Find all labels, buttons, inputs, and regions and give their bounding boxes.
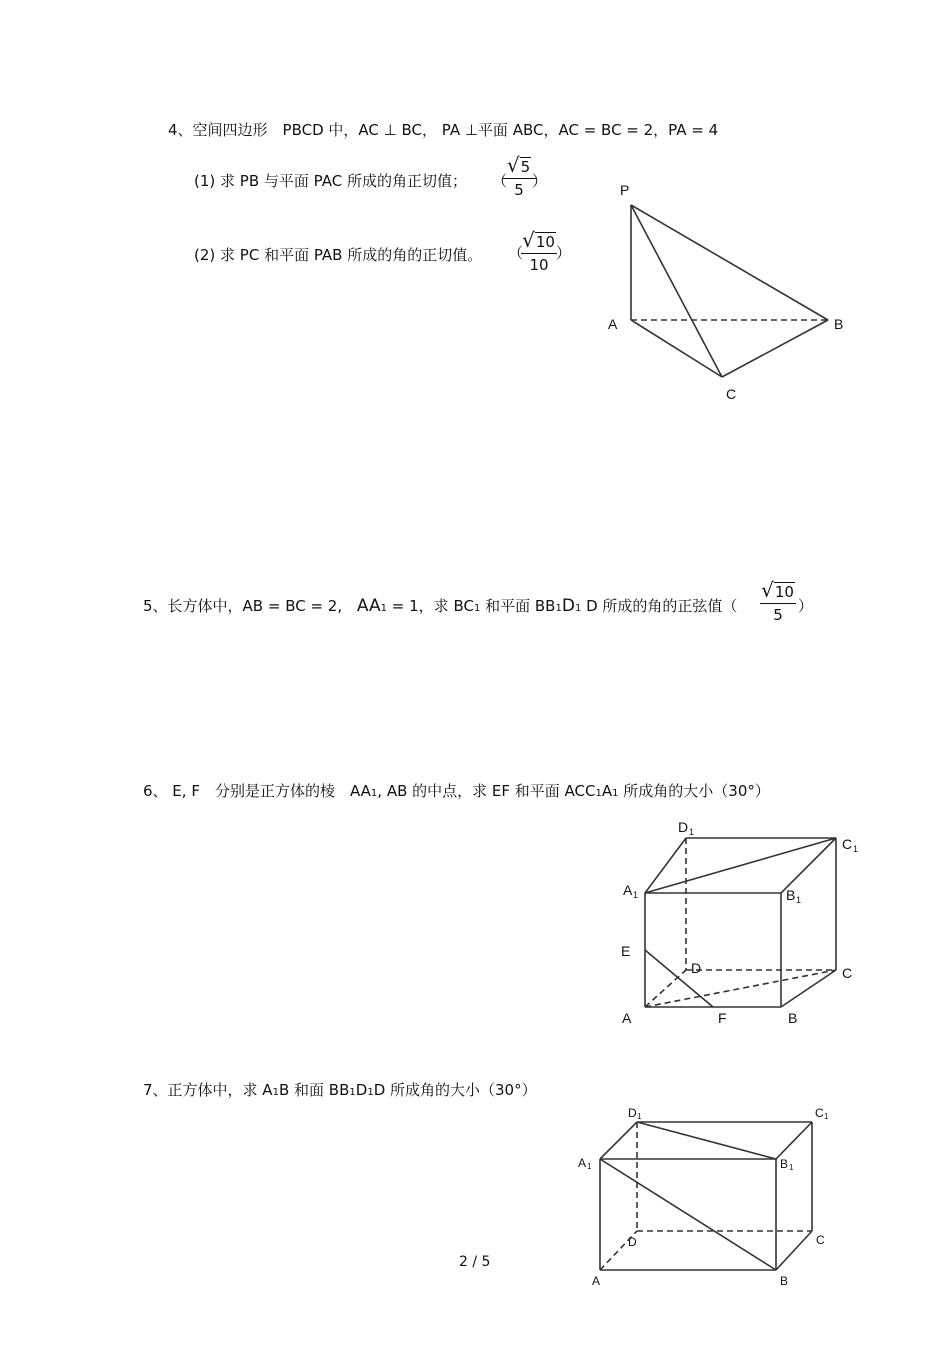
label-B1-sub: 1 <box>796 895 802 905</box>
q5-d1-sub: 1 <box>574 603 582 614</box>
label-D1-sub: 1 <box>689 827 695 837</box>
q4-part2: (2) 求 PC 和平面 PAB 所成的角的正切值。 <box>194 246 483 264</box>
label-P: P <box>620 182 630 198</box>
q6-sub2: 1 <box>595 788 602 799</box>
label-B: B <box>780 1274 789 1288</box>
label-A1: A <box>623 882 633 898</box>
label-A1: A <box>578 1156 587 1170</box>
q7-text4: D 所成角的大小（30°） <box>373 1081 537 1099</box>
label-C: C <box>842 965 853 981</box>
q5-aa1: AA <box>356 596 381 616</box>
q4-part2-answer: √10 10 <box>521 230 557 274</box>
q6-sub3: 1 <box>612 788 619 799</box>
segment-A1B <box>600 1159 776 1270</box>
q5-bc1-sub: 1 <box>473 603 481 614</box>
label-D: D <box>628 1235 637 1249</box>
label-A1-sub: 1 <box>587 1162 592 1171</box>
q4-part1: (1) 求 PB 与平面 PAC 所成的角正切值； <box>194 172 467 190</box>
q4-part1-close: ） <box>532 172 548 190</box>
q4-part1-answer: √5 5 <box>502 155 536 199</box>
q4-part1-num: 5 <box>520 158 531 176</box>
edge-B1-C1 <box>776 1122 812 1159</box>
q5-mid2: 和平面 BB <box>485 597 556 615</box>
label-B: B <box>834 316 844 332</box>
q6-text3: A <box>601 782 613 800</box>
q4-part2-num: 10 <box>535 233 555 251</box>
q7-text: 7、正方体中，求 A <box>143 1081 273 1099</box>
label-C: C <box>816 1233 825 1247</box>
q4-part2-open: （ <box>508 244 524 262</box>
q6-text2: , AB 的中点，求 EF 和平面 ACC <box>377 782 596 800</box>
edge-A1-D1 <box>600 1122 637 1159</box>
label-D: D <box>691 960 702 976</box>
q4-part1-open: （ <box>492 172 508 190</box>
q7-text2: B 和面 BB <box>278 1081 350 1099</box>
q6-text4: 所成角的大小（30°） <box>623 782 770 800</box>
label-C1: C <box>842 836 853 852</box>
label-A: A <box>608 316 618 332</box>
q5-tail: D 所成的角的正弦值（ <box>586 597 738 615</box>
label-B1: B <box>786 887 796 903</box>
q7-sub3: 1 <box>367 1087 374 1098</box>
label-C1-sub: 1 <box>853 844 859 854</box>
label-D1-sub: 1 <box>637 1112 642 1121</box>
label-D1: D <box>678 819 689 835</box>
q5-aa1-sub: 1 <box>380 603 388 614</box>
label-E: E <box>621 943 631 959</box>
label-B1-sub: 1 <box>789 1163 794 1172</box>
q5-prefix: 5、长方体中，AB = BC = 2, <box>143 597 343 615</box>
q6-sub1: 1 <box>370 788 378 799</box>
q5-d: D <box>561 596 575 616</box>
q5-ans-num: 10 <box>774 583 794 601</box>
q4-part1-den: 5 <box>514 181 524 199</box>
label-D1: D <box>628 1106 637 1120</box>
label-B: B <box>788 1010 798 1026</box>
diag-D1-B1 <box>637 1122 776 1159</box>
q4-part2-den: 10 <box>529 256 549 274</box>
label-C1-sub: 1 <box>824 1112 829 1121</box>
page-number: 2 / 5 <box>459 1254 491 1270</box>
label-A: A <box>592 1274 601 1288</box>
q5-close: ） <box>798 597 814 615</box>
q7-sub2: 1 <box>349 1087 356 1098</box>
edge-B-C <box>776 1231 812 1270</box>
q7-sub1: 1 <box>272 1087 279 1098</box>
label-A1-sub: 1 <box>633 890 639 900</box>
q6-text: 6、 E, F 分别是正方体的棱 AA <box>143 782 371 800</box>
q4-part2-close: ） <box>556 244 572 262</box>
q5-ans-den: 5 <box>773 606 783 624</box>
label-C1: C <box>815 1106 824 1120</box>
q7-text3: D <box>355 1081 368 1099</box>
q5-answer: √10 5 <box>760 580 796 624</box>
label-F: F <box>718 1010 727 1026</box>
label-C: C <box>726 386 737 402</box>
q4-statement: 4、空间四边形 PBCD 中，AC ⊥ BC， PA ⊥平面 ABC，AC = BC = 2，PA = 4 <box>168 121 719 139</box>
label-A: A <box>622 1010 632 1026</box>
label-B1: B <box>780 1157 789 1171</box>
q5-bb1-sub: 1 <box>555 603 562 614</box>
q5-mid: = 1，求 BC <box>391 597 474 615</box>
